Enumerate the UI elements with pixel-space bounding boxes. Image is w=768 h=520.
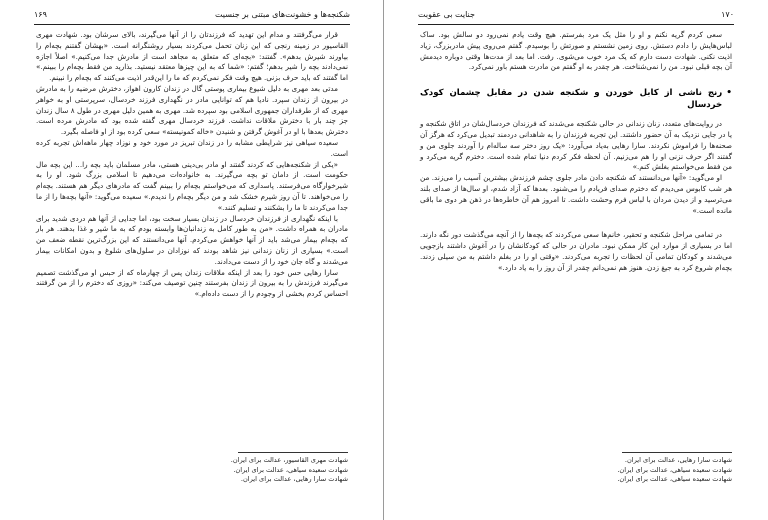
right-paragraph-2: در روایت‌های متعدد، زنان زندانی در حالی شکنجه می‌شدند که فرزندان خردسال‌شان در اتاق شکنجه و یا در جایی نزدیک به آن حضور داشتند. این تجربه فرزندان را به شاهدانی دردمند تبدیل می‌کرد که هرگز آن صحنه‌ها را فراموش نکردند. سارا رهایی به‌یاد می‌آورد: «یک روز دختر سه ساله‌ام را آوردند جلوی من و گفتند اگر حرف نزنی او را هم می‌زنیم. آن لحظه فکر کردم دنیا تمام شده است. دخترم گریه می‌کرد و من فقط می‌خواستم بغلش کنم.» — [420, 119, 732, 172]
left-paragraph-2: مدتی بعد مهری به دلیل شیوع بیماری پوستی گال در زندان کارون اهواز، دخترش مرضیه را به مادرش در بیرون از زندان سپرد. نادیا هم که توانایی مادر در نگهداری فرزند خردسال، سرپرستی او به خواهر مهری که از طرفداران جمهوری اسلامی بود سپرده شد. مهری به همین دلیل مهری در طول ۸ سال زندان جز چند بار با دخترش ملاقات نداشت. فرزند خردسال مهری گفته شده بود که مادرش مرده است. دخترش بعدها با او در آغوش گرفتن و شنیدن «خاله کمونیسته» سعی کرده بود از او فاصله بگیرد. — [36, 83, 348, 137]
right-paragraph-3: او می‌گوید: «آنها می‌دانستند که شکنجه دادن مادر جلوی چشم فرزندش بیشترین آسیب را می‌زند. من هر شب کابوس می‌دیدم که دخترم صدای فریادم را می‌شنود. بعدها که آزاد شدم، او سال‌ها از صدای بلند می‌ترسید و از دیدن مردان با لباس فرم وحشت داشت. تا امروز هم آن خاطره‌ها در ذهن هر دوی ما باقی مانده است.» — [420, 173, 732, 215]
left-footnote-1: شهادت مهری القاسیور، عدالت برای ایران. — [230, 456, 348, 464]
left-footnote-2: شهادت سعیده سیاهی، عدالت برای ایران. — [233, 465, 348, 474]
section-heading — [420, 87, 732, 111]
left-paragraph-3: سعیده سیاهی نیز شرایطی مشابه را در زندان تبریز در مورد خود و نوزاد چهار ماهه‌اش تجربه کرده است. — [36, 137, 348, 158]
footnote-rule — [238, 452, 348, 453]
left-footnote-3: شهادت سارا رهایی، عدالت برای ایران. — [240, 475, 348, 484]
right-footnote-2: شهادت سعیده سیاهی، عدالت برای ایران. — [617, 465, 732, 474]
right-footnote-1: شهادت سارا رهایی، عدالت برای ایران. — [624, 456, 732, 464]
right-paragraph-1: سعی کردم گریه نکنم و او را مثل یک مرد بفرستم. هیچ وقت یادم نمی‌رود دو سالش بود. ساک لباس‌هایش را دادم دستش. روی زمین نشستم و صورتش را بوسیدم. گفتم می‌روی پیش مادربزرگ، زیاد اذیت نکنی. شهادت دست دارم که یک مرد خوب می‌شوی. رفت. اما بعد از مدت‌ها وقتی دوباره دیدمش آن بچه قبلی نبود. من را نمی‌شناخت. هر چقدر به او گفتم من مادرت هستم باور نمی‌کرد. — [420, 30, 732, 72]
section-heading-text: رنج ناشی از کابل خوردن و شکنجه شدن در مقابل چشمان کودک خردسال — [420, 88, 723, 111]
left-paragraph-4: «یکی از شکنجه‌هایی که کردند گفتند او مادر بی‌دینی هستی، مادر مسلمان باید بچه را... این بچه مال حکومت است. از دامان تو بچه می‌گیرند. به خانواده‌ات می‌دهیم تا اسلامی بزرگ شود. او را به شیرخوارگاه می‌فرستند. پاسداری که می‌خواستم بچه‌ام را ببینم گفت که مادرهای دیگر هم هستند. بچه‌ام را می‌خواهند. تا آن روز شیرم خشک شد و من دیگر بچه‌ام را ندیدم.» سعیده می‌گوید: «آنها بچه‌ها را از ما جدا می‌کردند تا ما را بشکنند و تسلیم کنند.» — [36, 159, 348, 212]
right-paragraph-4: در تمامی مراحل شکنجه و تحقیر، خانم‌ها سعی می‌کردند که بچه‌ها را از آنچه می‌گذشت دور نگه دارند. اما در بسیاری از موارد این کار ممکن نبود. مادران در حالی که کودکانشان را در آغوش داشتند بازجویی می‌شدند و کودکان تمامی آن لحظات را تجربه می‌کردند. «وقتی او را در بغلم داشتم به من سیلی زدند. بچه‌ام شروع کرد به جیغ زدن. هنوز هم نمی‌دانم چقدر از آن روز را به یاد دارد.» — [420, 230, 732, 272]
left-page-number: ۱۶۹ — [34, 10, 47, 19]
left-page-header — [34, 10, 350, 25]
left-paragraph-1: قرار می‌گرفتند و مدام این تهدید که فرزندتان را از آنها می‌گیرند، بالای سرشان بود. شهادت مهری القاسیور در زمینه رنجی که این زنان تحمل می‌کردند بسیار روشنگرانه است. «بهشان گفتنم بچه‌ام را بیاورند شیرش بدهم». گفتند: «بچه‌ای که متعلق به مجاهد است از مادرش جدا می‌کنیم.» اصلاً اجازه نمی‌دادند بچه را شیر بدهم؛ گفتم: «شما که به این چیزها معتقد نیستید. بذارید من فقط بچه‌ام را ببینم.» اما گفتند که باید حرف بزنی. هیچ وقت فکر نمی‌کردم که ما را این‌قدر اذیت می‌کنند که بچه‌ام را نبینم. — [36, 30, 348, 83]
left-footnotes — [36, 452, 348, 485]
heading-bullet-icon: • — [726, 88, 732, 99]
footnote-rule — [622, 452, 732, 453]
left-paragraph-5: با اینکه نگهداری از فرزندان خردسال در زندان بسیار سخت بود، اما جدایی از آنها هم دردی شدید برای مادران به همراه داشت. «من به طور کامل به زندانبان‌ها وابسته بودم که به ما شیر و غذا بدهند. هر بار که بچه‌ام بیمار می‌شد باید از آنها خواهش می‌کردم. آنها می‌دانستند که این بزرگ‌ترین نقطه ضعف من است.» بسیاری از زنان زندانی نیز شاهد بودند که نوزادان در سلول‌های شلوغ و بدون امکانات بیمار می‌شدند و گاه جان خود را از دست می‌دادند. — [36, 213, 348, 266]
right-page-number: ۱۷۰ — [721, 10, 734, 19]
right-footnotes — [420, 452, 732, 485]
left-page-body — [36, 30, 348, 300]
right-footnote-3: شهادت سعیده سیاهی، عدالت برای ایران. — [617, 475, 732, 484]
right-page — [384, 0, 768, 520]
right-page-body — [420, 30, 732, 274]
left-running-title: شکنجه‌ها و خشونت‌های مبتنی بر جنسیت — [214, 10, 350, 19]
right-running-title: جنایت بی عقوبت — [418, 10, 475, 19]
left-paragraph-6: سارا رهایی حس خود را بعد از اینکه ملاقات زندان پس از چهارماه که از حبس او می‌گذشت تصمیم می‌گیرند فرزندش را به بیرون از زندان بفرستند چنین توصیف می‌کند: «روزی که دخترم را از من گرفتند احساس کردم بخشی از وجودم را از دست داده‌ام.» — [36, 267, 348, 299]
right-page-header — [418, 10, 734, 25]
